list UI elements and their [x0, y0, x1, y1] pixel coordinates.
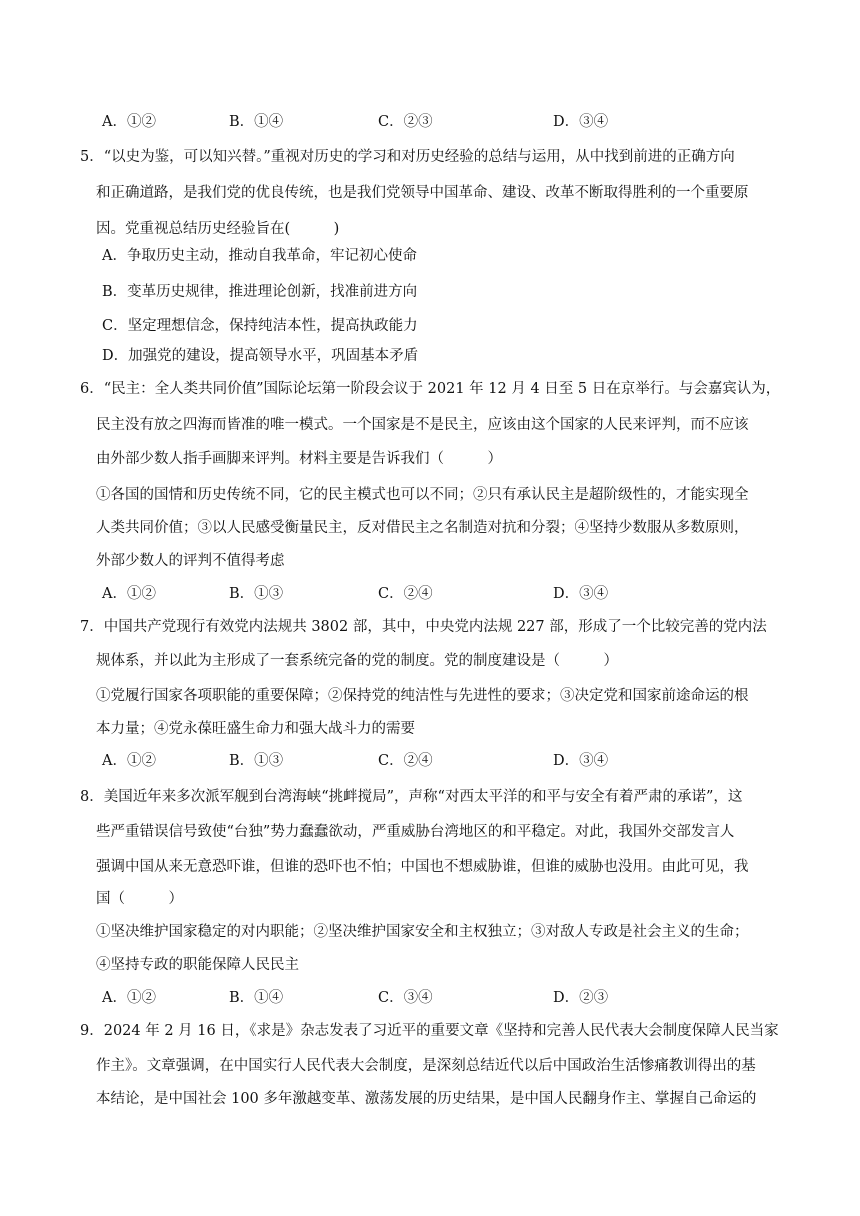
q8-stem-line: 国（ ） — [96, 891, 183, 907]
q6-statement-line: 外部少数人的评判不值得考虑 — [96, 553, 285, 569]
q4-option-b[interactable]: B．①④ — [229, 114, 284, 130]
q9-stem-line: 9．2024 年 2 月 16 日，《求是》杂志发表了习近平的重要文章《坚持和完善人民代表大会制度保障人民当家 — [80, 1023, 779, 1039]
q4-option-c[interactable]: C．②③ — [378, 114, 433, 130]
q9-stem-line: 本结论，是中国社会 100 多年激越变革、激荡发展的历史结果，是中国人民翻身作主、掌握自己命运的 — [96, 1091, 757, 1107]
q8-statement-line: ④坚持专政的职能保障人民民主 — [96, 957, 299, 973]
q7-statement-line: ①党履行国家各项职能的重要保障；②保持党的纯洁性与先进性的要求；③决定党和国家前途命运的根 — [96, 688, 749, 704]
q7-statement-line: 本力量；④党永葆旺盛生命力和强大战斗力的需要 — [96, 721, 415, 737]
q6-stem-line: 6．“民主：全人类共同价值”国际论坛第一阶段会议于 2021 年 12 月 4 日至 5 日在京举行。与会嘉宾认为， — [80, 381, 781, 397]
q7-option-a[interactable]: A．①② — [102, 753, 156, 769]
q8-stem-line: 8．美国近年来多次派军舰到台湾海峡“挑衅搅局”，声称“对西太平洋的和平与安全有着严肃的承诺”，这 — [80, 789, 743, 805]
q6-option-c[interactable]: C．②④ — [378, 586, 433, 602]
q7-option-b[interactable]: B．①③ — [229, 753, 284, 769]
q8-statement-line: ①坚决维护国家稳定的对内职能；②坚决维护国家安全和主权独立；③对敌人专政是社会主义的生命； — [96, 924, 749, 940]
q8-option-a[interactable]: A．①② — [102, 990, 156, 1006]
q6-statement-line: ①各国的国情和历史传统不同，它的民主模式也可以不同；②只有承认民主是超阶级性的，才能实现全 — [96, 487, 749, 503]
q5-stem-line: 和正确道路，是我们党的优良传统，也是我们党领导中国革命、建设、改革不断取得胜利的一个重要原 — [96, 185, 749, 201]
q6-option-b[interactable]: B．①③ — [229, 586, 284, 602]
q5-option-d[interactable]: D．加强党的建设，提高领导水平，巩固基本矛盾 — [102, 348, 419, 364]
q5-option-c[interactable]: C．坚定理想信念，保持纯洁本性，提高执政能力 — [102, 318, 418, 334]
q9-stem-line: 作主》。文章强调，在中国实行人民代表大会制度，是深刻总结近代以后中国政治生活惨痛教训得出的基 — [96, 1058, 756, 1074]
q6-stem-line: 民主没有放之四海而皆准的唯一模式。一个国家是不是民主，应该由这个国家的人民来评判，而不应该 — [96, 417, 749, 433]
q6-stem-line: 由外部少数人指手画脚来评判。材料主要是告诉我们（ ） — [96, 451, 502, 467]
q7-option-d[interactable]: D．③④ — [553, 753, 609, 769]
q7-stem-line: 7．中国共产党现行有效党内法规共 3802 部，其中，中央党内法规 227 部，形成了一个比较完善的党内法 — [80, 619, 767, 635]
q5-option-a[interactable]: A．争取历史主动，推动自我革命，牢记初心使命 — [102, 248, 417, 264]
q6-option-a[interactable]: A．①② — [102, 586, 156, 602]
q5-option-b[interactable]: B．变革历史规律，推进理论创新，找准前进方向 — [102, 284, 418, 300]
q7-option-c[interactable]: C．②④ — [378, 753, 433, 769]
q8-option-d[interactable]: D．②③ — [553, 990, 609, 1006]
q8-stem-line: 强调中国从来无意恐吓谁，但谁的恐吓也不怕；中国也不想威胁谁，但谁的威胁也没用。由此可见，我 — [96, 859, 749, 875]
q5-stem-line: 因。党重视总结历史经验旨在( ) — [96, 221, 340, 237]
q7-stem-line: 规体系，并以此为主形成了一套系统完备的党的制度。党的制度建设是（ ） — [96, 653, 618, 669]
q6-option-d[interactable]: D．③④ — [553, 586, 609, 602]
q8-option-c[interactable]: C．③④ — [378, 990, 433, 1006]
q8-stem-line: 些严重错误信号致使“台独”势力蠢蠢欲动，严重威胁台湾地区的和平稳定。对此，我国外交部发言人 — [96, 824, 735, 840]
q4-option-a[interactable]: A．①② — [102, 114, 156, 130]
q4-option-d[interactable]: D．③④ — [553, 114, 609, 130]
q5-stem-line: 5．“以史为鉴，可以知兴替。”重视对历史的学习和对历史经验的总结与运用，从中找到前进的正确方向 — [80, 149, 735, 165]
q6-statement-line: 人类共同价值；③以人民感受衡量民主，反对借民主之名制造对抗和分裂；④坚持少数服从多数原则， — [96, 520, 749, 536]
q8-option-b[interactable]: B．①④ — [229, 990, 284, 1006]
